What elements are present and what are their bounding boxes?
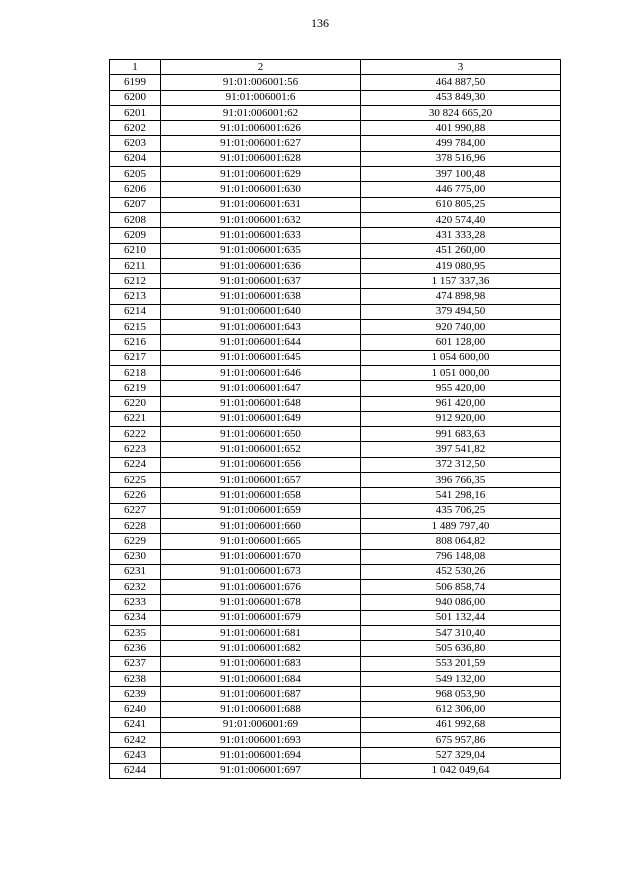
row-number-cell: 6212 xyxy=(110,274,161,289)
table-body xyxy=(110,75,561,779)
value-cell: 452 530,26 xyxy=(361,564,561,579)
table-row xyxy=(110,763,561,778)
row-number-cell: 6242 xyxy=(110,733,161,748)
row-number-cell: 6218 xyxy=(110,365,161,380)
table-header xyxy=(110,60,561,75)
table-row xyxy=(110,687,561,702)
row-number-cell: 6211 xyxy=(110,258,161,273)
table-row xyxy=(110,442,561,457)
cadastral-number-cell: 91:01:006001:632 xyxy=(161,212,361,227)
row-number-cell: 6223 xyxy=(110,442,161,457)
row-number-cell: 6200 xyxy=(110,90,161,105)
row-number-cell: 6205 xyxy=(110,167,161,182)
value-cell: 541 298,16 xyxy=(361,488,561,503)
value-cell: 30 824 665,20 xyxy=(361,105,561,120)
table-row xyxy=(110,289,561,304)
row-number-cell: 6239 xyxy=(110,687,161,702)
table-row xyxy=(110,212,561,227)
table-row xyxy=(110,625,561,640)
row-number-cell: 6199 xyxy=(110,75,161,90)
row-number-cell: 6215 xyxy=(110,320,161,335)
cadastral-number-cell: 91:01:006001:694 xyxy=(161,748,361,763)
row-number-cell: 6240 xyxy=(110,702,161,717)
row-number-cell: 6202 xyxy=(110,121,161,136)
page-number: 136 xyxy=(311,16,329,30)
value-cell: 372 312,50 xyxy=(361,457,561,472)
value-cell: 675 957,86 xyxy=(361,733,561,748)
row-number-cell: 6221 xyxy=(110,411,161,426)
value-cell: 420 574,40 xyxy=(361,212,561,227)
cadastral-number-cell: 91:01:006001:62 xyxy=(161,105,361,120)
row-number-cell: 6210 xyxy=(110,243,161,258)
cadastral-number-cell: 91:01:006001:681 xyxy=(161,625,361,640)
cadastral-number-cell: 91:01:006001:647 xyxy=(161,381,361,396)
table-row xyxy=(110,411,561,426)
row-number-cell: 6201 xyxy=(110,105,161,120)
value-cell: 955 420,00 xyxy=(361,381,561,396)
cadastral-number-cell: 91:01:006001:684 xyxy=(161,671,361,686)
value-cell: 1 054 600,00 xyxy=(361,350,561,365)
row-number-cell: 6213 xyxy=(110,289,161,304)
table-row xyxy=(110,534,561,549)
table-row xyxy=(110,457,561,472)
cadastral-number-cell: 91:01:006001:635 xyxy=(161,243,361,258)
cadastral-number-cell: 91:01:006001:6 xyxy=(161,90,361,105)
row-number-cell: 6203 xyxy=(110,136,161,151)
value-cell: 912 920,00 xyxy=(361,411,561,426)
cadastral-number-cell: 91:01:006001:658 xyxy=(161,488,361,503)
row-number-cell: 6241 xyxy=(110,717,161,732)
cadastral-number-cell: 91:01:006001:688 xyxy=(161,702,361,717)
row-number-cell: 6233 xyxy=(110,595,161,610)
value-cell: 506 858,74 xyxy=(361,580,561,595)
value-cell: 505 636,80 xyxy=(361,641,561,656)
row-number-cell: 6243 xyxy=(110,748,161,763)
value-cell: 961 420,00 xyxy=(361,396,561,411)
cadastral-number-cell: 91:01:006001:645 xyxy=(161,350,361,365)
table-row xyxy=(110,656,561,671)
cadastral-number-cell: 91:01:006001:69 xyxy=(161,717,361,732)
value-cell: 499 784,00 xyxy=(361,136,561,151)
cadastral-number-cell: 91:01:006001:659 xyxy=(161,503,361,518)
row-number-cell: 6228 xyxy=(110,518,161,533)
cadastral-number-cell: 91:01:006001:627 xyxy=(161,136,361,151)
cadastral-number-cell: 91:01:006001:673 xyxy=(161,564,361,579)
value-cell: 379 494,50 xyxy=(361,304,561,319)
table-row xyxy=(110,518,561,533)
cadastral-number-cell: 91:01:006001:682 xyxy=(161,641,361,656)
table-row xyxy=(110,228,561,243)
table-row xyxy=(110,610,561,625)
value-cell: 446 775,00 xyxy=(361,182,561,197)
row-number-cell: 6234 xyxy=(110,610,161,625)
column-header-3: 3 xyxy=(361,60,561,75)
row-number-cell: 6217 xyxy=(110,350,161,365)
table-row xyxy=(110,136,561,151)
row-number-cell: 6206 xyxy=(110,182,161,197)
table-row xyxy=(110,274,561,289)
value-cell: 453 849,30 xyxy=(361,90,561,105)
value-cell: 808 064,82 xyxy=(361,534,561,549)
table-row xyxy=(110,748,561,763)
value-cell: 940 086,00 xyxy=(361,595,561,610)
row-number-cell: 6230 xyxy=(110,549,161,564)
cadastral-number-cell: 91:01:006001:644 xyxy=(161,335,361,350)
table-row xyxy=(110,427,561,442)
row-number-cell: 6204 xyxy=(110,151,161,166)
value-cell: 527 329,04 xyxy=(361,748,561,763)
column-header-2: 2 xyxy=(161,60,361,75)
table-row xyxy=(110,503,561,518)
cadastral-number-cell: 91:01:006001:628 xyxy=(161,151,361,166)
cadastral-number-cell: 91:01:006001:643 xyxy=(161,320,361,335)
cadastral-number-cell: 91:01:006001:650 xyxy=(161,427,361,442)
cadastral-number-cell: 91:01:006001:665 xyxy=(161,534,361,549)
value-cell: 419 080,95 xyxy=(361,258,561,273)
cadastral-number-cell: 91:01:006001:676 xyxy=(161,580,361,595)
value-cell: 1 051 000,00 xyxy=(361,365,561,380)
cadastral-number-cell: 91:01:006001:649 xyxy=(161,411,361,426)
table-row xyxy=(110,75,561,90)
row-number-cell: 6231 xyxy=(110,564,161,579)
table-row xyxy=(110,733,561,748)
value-cell: 501 132,44 xyxy=(361,610,561,625)
value-cell: 547 310,40 xyxy=(361,625,561,640)
cadastral-number-cell: 91:01:006001:629 xyxy=(161,167,361,182)
cadastral-number-cell: 91:01:006001:637 xyxy=(161,274,361,289)
row-number-cell: 6238 xyxy=(110,671,161,686)
value-cell: 397 100,48 xyxy=(361,167,561,182)
table-row xyxy=(110,365,561,380)
table-row xyxy=(110,473,561,488)
table-row xyxy=(110,167,561,182)
cadastral-number-cell: 91:01:006001:626 xyxy=(161,121,361,136)
cadastral-number-cell: 91:01:006001:657 xyxy=(161,473,361,488)
row-number-cell: 6207 xyxy=(110,197,161,212)
value-cell: 397 541,82 xyxy=(361,442,561,457)
table-row xyxy=(110,151,561,166)
cadastral-number-cell: 91:01:006001:652 xyxy=(161,442,361,457)
value-cell: 991 683,63 xyxy=(361,427,561,442)
row-number-cell: 6235 xyxy=(110,625,161,640)
row-number-cell: 6232 xyxy=(110,580,161,595)
table-row xyxy=(110,335,561,350)
table-row xyxy=(110,702,561,717)
row-number-cell: 6229 xyxy=(110,534,161,549)
table-row xyxy=(110,549,561,564)
value-cell: 553 201,59 xyxy=(361,656,561,671)
cadastral-number-cell: 91:01:006001:656 xyxy=(161,457,361,472)
cadastral-number-cell: 91:01:006001:636 xyxy=(161,258,361,273)
table-row xyxy=(110,580,561,595)
column-header-1: 1 xyxy=(110,60,161,75)
value-cell: 435 706,25 xyxy=(361,503,561,518)
table-row xyxy=(110,243,561,258)
row-number-cell: 6209 xyxy=(110,228,161,243)
row-number-cell: 6214 xyxy=(110,304,161,319)
value-cell: 396 766,35 xyxy=(361,473,561,488)
table-row xyxy=(110,396,561,411)
table-row xyxy=(110,182,561,197)
cadastral-number-cell: 91:01:006001:633 xyxy=(161,228,361,243)
cadastral-number-cell: 91:01:006001:56 xyxy=(161,75,361,90)
value-cell: 431 333,28 xyxy=(361,228,561,243)
cadastral-number-cell: 91:01:006001:687 xyxy=(161,687,361,702)
cadastral-number-cell: 91:01:006001:678 xyxy=(161,595,361,610)
cadastral-number-cell: 91:01:006001:640 xyxy=(161,304,361,319)
value-cell: 968 053,90 xyxy=(361,687,561,702)
value-cell: 378 516,96 xyxy=(361,151,561,166)
table-row xyxy=(110,671,561,686)
cadastral-number-cell: 91:01:006001:683 xyxy=(161,656,361,671)
row-number-cell: 6237 xyxy=(110,656,161,671)
value-cell: 1 489 797,40 xyxy=(361,518,561,533)
cadastral-number-cell: 91:01:006001:693 xyxy=(161,733,361,748)
table-row xyxy=(110,304,561,319)
value-cell: 612 306,00 xyxy=(361,702,561,717)
table-row xyxy=(110,258,561,273)
value-cell: 1 157 337,36 xyxy=(361,274,561,289)
row-number-cell: 6244 xyxy=(110,763,161,778)
value-cell: 474 898,98 xyxy=(361,289,561,304)
row-number-cell: 6224 xyxy=(110,457,161,472)
table-row xyxy=(110,717,561,732)
row-number-cell: 6226 xyxy=(110,488,161,503)
row-number-cell: 6227 xyxy=(110,503,161,518)
cadastral-number-cell: 91:01:006001:638 xyxy=(161,289,361,304)
value-cell: 920 740,00 xyxy=(361,320,561,335)
row-number-cell: 6236 xyxy=(110,641,161,656)
table-row xyxy=(110,121,561,136)
value-cell: 451 260,00 xyxy=(361,243,561,258)
table-row xyxy=(110,105,561,120)
row-number-cell: 6220 xyxy=(110,396,161,411)
value-cell: 461 992,68 xyxy=(361,717,561,732)
table-row xyxy=(110,320,561,335)
value-cell: 1 042 049,64 xyxy=(361,763,561,778)
data-table xyxy=(109,59,561,779)
table-row xyxy=(110,197,561,212)
row-number-cell: 6222 xyxy=(110,427,161,442)
cadastral-number-cell: 91:01:006001:670 xyxy=(161,549,361,564)
row-number-cell: 6216 xyxy=(110,335,161,350)
row-number-cell: 6219 xyxy=(110,381,161,396)
cadastral-number-cell: 91:01:006001:648 xyxy=(161,396,361,411)
cadastral-number-cell: 91:01:006001:697 xyxy=(161,763,361,778)
value-cell: 549 132,00 xyxy=(361,671,561,686)
table-row xyxy=(110,350,561,365)
row-number-cell: 6225 xyxy=(110,473,161,488)
value-cell: 401 990,88 xyxy=(361,121,561,136)
table-row xyxy=(110,641,561,656)
cadastral-number-cell: 91:01:006001:660 xyxy=(161,518,361,533)
value-cell: 464 887,50 xyxy=(361,75,561,90)
table-row xyxy=(110,90,561,105)
table-row xyxy=(110,564,561,579)
table-row xyxy=(110,595,561,610)
table-row xyxy=(110,488,561,503)
cadastral-number-cell: 91:01:006001:631 xyxy=(161,197,361,212)
value-cell: 610 805,25 xyxy=(361,197,561,212)
value-cell: 796 148,08 xyxy=(361,549,561,564)
value-cell: 601 128,00 xyxy=(361,335,561,350)
cadastral-number-cell: 91:01:006001:630 xyxy=(161,182,361,197)
table-row xyxy=(110,381,561,396)
header-row xyxy=(110,60,561,75)
cadastral-number-cell: 91:01:006001:646 xyxy=(161,365,361,380)
row-number-cell: 6208 xyxy=(110,212,161,227)
cadastral-number-cell: 91:01:006001:679 xyxy=(161,610,361,625)
